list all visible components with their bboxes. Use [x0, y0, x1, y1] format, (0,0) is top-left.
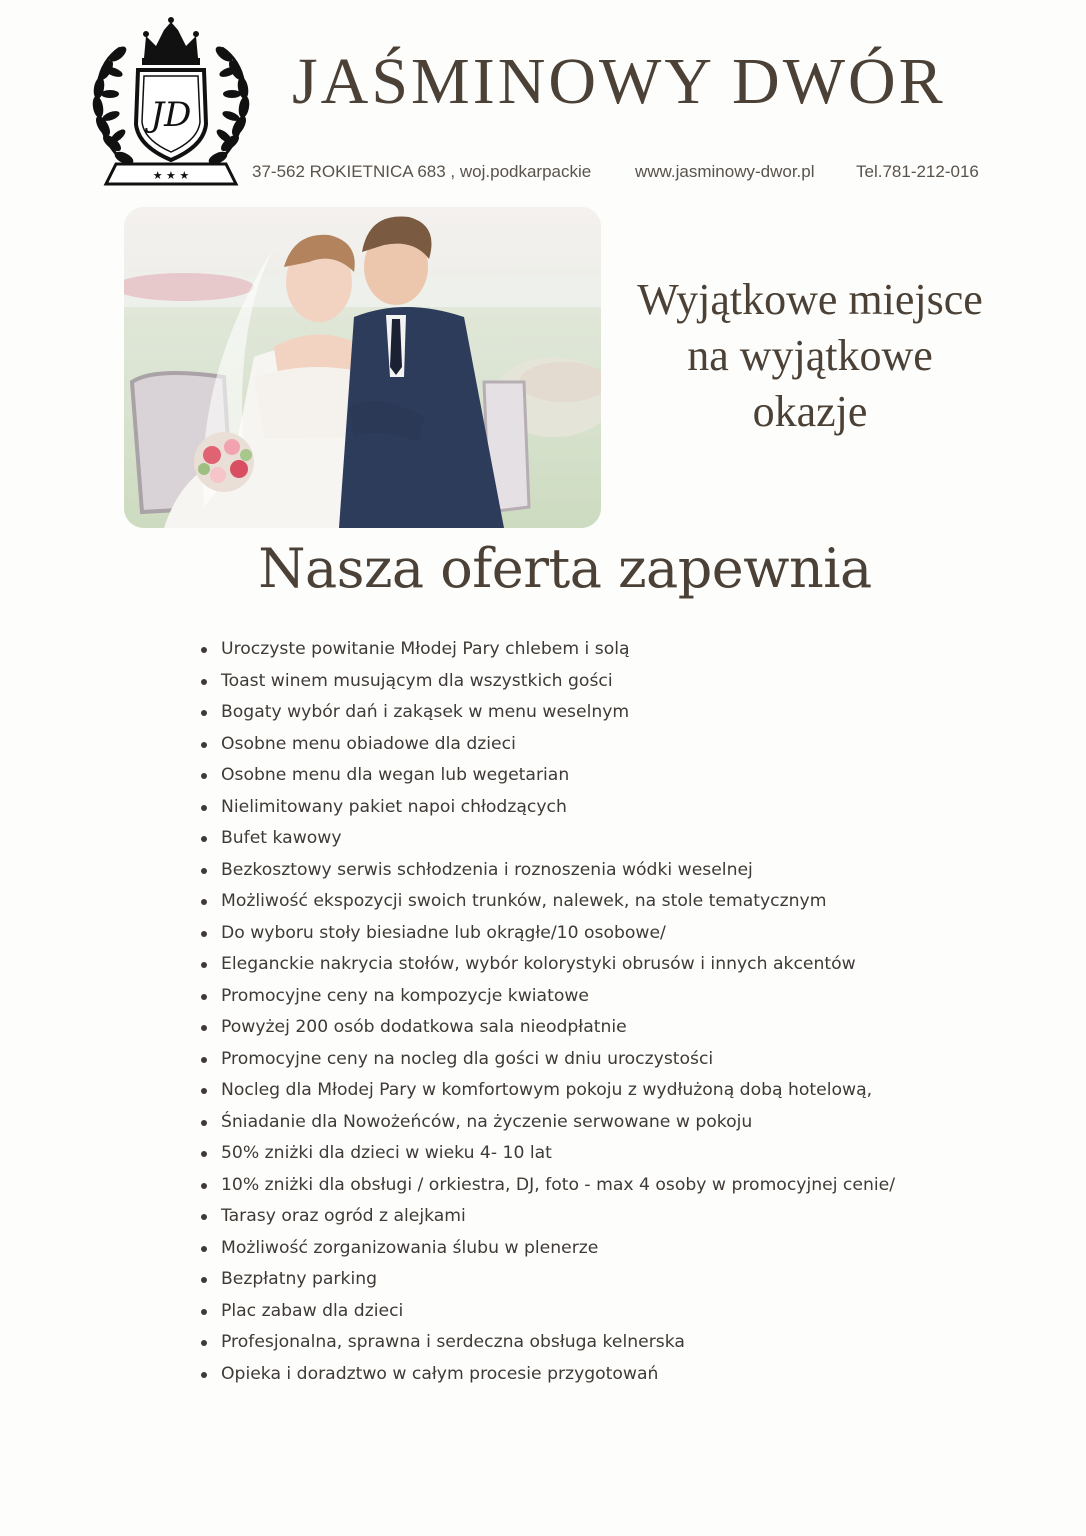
list-item-text: Promocyjne ceny na kompozycje kwiatowe: [221, 985, 589, 1006]
tagline-line: na wyjątkowe: [687, 331, 933, 380]
list-item-text: Bufet kawowy: [221, 828, 342, 848]
bullet-icon: [201, 647, 207, 653]
list-item-text: Śniadanie dla Nowożeńców, na życzenie serwowane w pokoju: [221, 1111, 753, 1132]
list-item-text: Tarasy oraz ogród z alejkami: [221, 1206, 466, 1226]
list-item: [200, 697, 895, 729]
website-link[interactable]: www.jasminowy-dwor.pl: [635, 162, 815, 181]
bullet-icon: [201, 1277, 207, 1283]
contact-line: [252, 162, 1002, 182]
bullet-icon: [201, 805, 207, 811]
list-item: [200, 1327, 895, 1359]
bullet-icon: [201, 773, 207, 779]
list-item-text: Bezpłatny parking: [221, 1269, 378, 1289]
crest-logo-icon: [86, 14, 256, 189]
list-item: [200, 1264, 895, 1296]
offer-list: [200, 634, 895, 1390]
list-item: [200, 823, 895, 855]
bullet-icon: [201, 1309, 207, 1315]
bullet-icon: [201, 994, 207, 1000]
list-item: [200, 792, 895, 824]
list-item-text: Uroczyste powitanie Młodej Pary chlebem i solą: [221, 639, 630, 659]
bullet-icon: [201, 899, 207, 905]
bullet-icon: [201, 836, 207, 842]
list-item: [200, 949, 895, 981]
list-item: [200, 1170, 895, 1202]
list-item-text: Toast winem musującym dla wszystkich gości: [221, 670, 613, 691]
bullet-icon: [201, 1025, 207, 1031]
crown-icon: [142, 17, 200, 65]
list-item-text: Osobne menu obiadowe dla dzieci: [221, 733, 516, 754]
bullet-icon: [201, 1214, 207, 1220]
bullet-icon: [201, 1057, 207, 1063]
list-item: [200, 1201, 895, 1233]
offer-title: Nasza oferta zapewnia: [258, 537, 872, 600]
list-item: [200, 666, 895, 698]
list-item: [200, 1233, 895, 1265]
bullet-icon: [201, 1151, 207, 1157]
bullet-icon: [201, 1246, 207, 1252]
bullet-icon: [201, 931, 207, 937]
list-item-text: Do wyboru stoły biesiadne lub okrągłe/10 osobowe/: [221, 922, 666, 943]
bullet-icon: [201, 1372, 207, 1378]
wedding-couple-photo: [124, 207, 601, 528]
logo-monogram: JD: [150, 95, 192, 135]
tagline-line: Wyjątkowe miejsce: [637, 275, 983, 324]
list-item-text: Osobne menu dla wegan lub wegetarian: [221, 765, 570, 785]
list-item-text: Promocyjne ceny na nocleg dla gości w dniu uroczystości: [221, 1048, 714, 1069]
list-item-text: Możliwość zorganizowania ślubu w plenerze: [221, 1237, 599, 1258]
phone-number[interactable]: Tel.781-212-016: [856, 162, 979, 181]
list-item-text: Nocleg dla Młodej Pary w komfortowym pokoju z wydłużoną dobą hotelową,: [221, 1080, 873, 1100]
list-item-text: 10% zniżki dla obsługi / orkiestra, DJ, foto - max 4 osoby w promocyjnej cenie/: [221, 1174, 895, 1195]
bullet-icon: [201, 710, 207, 716]
list-item: [200, 1107, 895, 1139]
tagline-line: okazje: [752, 387, 868, 436]
list-item-text: Plac zabaw dla dzieci: [221, 1300, 404, 1321]
list-item: [200, 760, 895, 792]
bullet-icon: [201, 1088, 207, 1094]
list-item: [200, 729, 895, 761]
list-item: [200, 1359, 895, 1391]
tagline: [600, 272, 1020, 440]
brand-name: JAŚMINOWY DWÓR: [292, 45, 946, 118]
list-item: [200, 886, 895, 918]
svg-text:★ ★ ★: ★ ★ ★: [152, 169, 190, 182]
list-item-text: 50% zniżki dla dzieci w wieku 4- 10 lat: [221, 1143, 552, 1163]
bullet-icon: [201, 962, 207, 968]
list-item: [200, 1138, 895, 1170]
address: 37-562 ROKIETNICA 683 , woj.podkarpackie: [252, 162, 592, 181]
list-item-text: Opieka i doradztwo w całym procesie przygotowań: [221, 1363, 659, 1384]
list-item-text: Możliwość ekspozycji swoich trunków, nalewek, na stole tematycznym: [221, 891, 827, 911]
list-item: [200, 1044, 895, 1076]
list-item-text: Nielimitowany pakiet napoi chłodzących: [221, 796, 567, 817]
list-item-text: Bezkosztowy serwis schłodzenia i roznoszenia wódki weselnej: [221, 859, 753, 880]
list-item-text: Bogaty wybór dań i zakąsek w menu weselnym: [221, 702, 630, 722]
list-item: [200, 981, 895, 1013]
list-item: [200, 1012, 895, 1044]
wedding-couple-photo-icon: [124, 207, 601, 528]
list-item: [200, 918, 895, 950]
list-item-text: Profesjonalna, sprawna i serdeczna obsługa kelnerska: [221, 1332, 685, 1352]
bullet-icon: [201, 1120, 207, 1126]
bullet-icon: [201, 1340, 207, 1346]
bullet-icon: [201, 1183, 207, 1189]
list-item: [200, 1296, 895, 1328]
bullet-icon: [201, 679, 207, 685]
list-item: [200, 634, 895, 666]
list-item-text: Eleganckie nakrycia stołów, wybór kolorystyki obrusów i innych akcentów: [221, 954, 856, 974]
bullet-icon: [201, 868, 207, 874]
list-item: [200, 855, 895, 887]
list-item: [200, 1075, 895, 1107]
list-item-text: Powyżej 200 osób dodatkowa sala nieodpłatnie: [221, 1017, 627, 1037]
ribbon-banner-icon: [106, 164, 236, 184]
bullet-icon: [201, 742, 207, 748]
